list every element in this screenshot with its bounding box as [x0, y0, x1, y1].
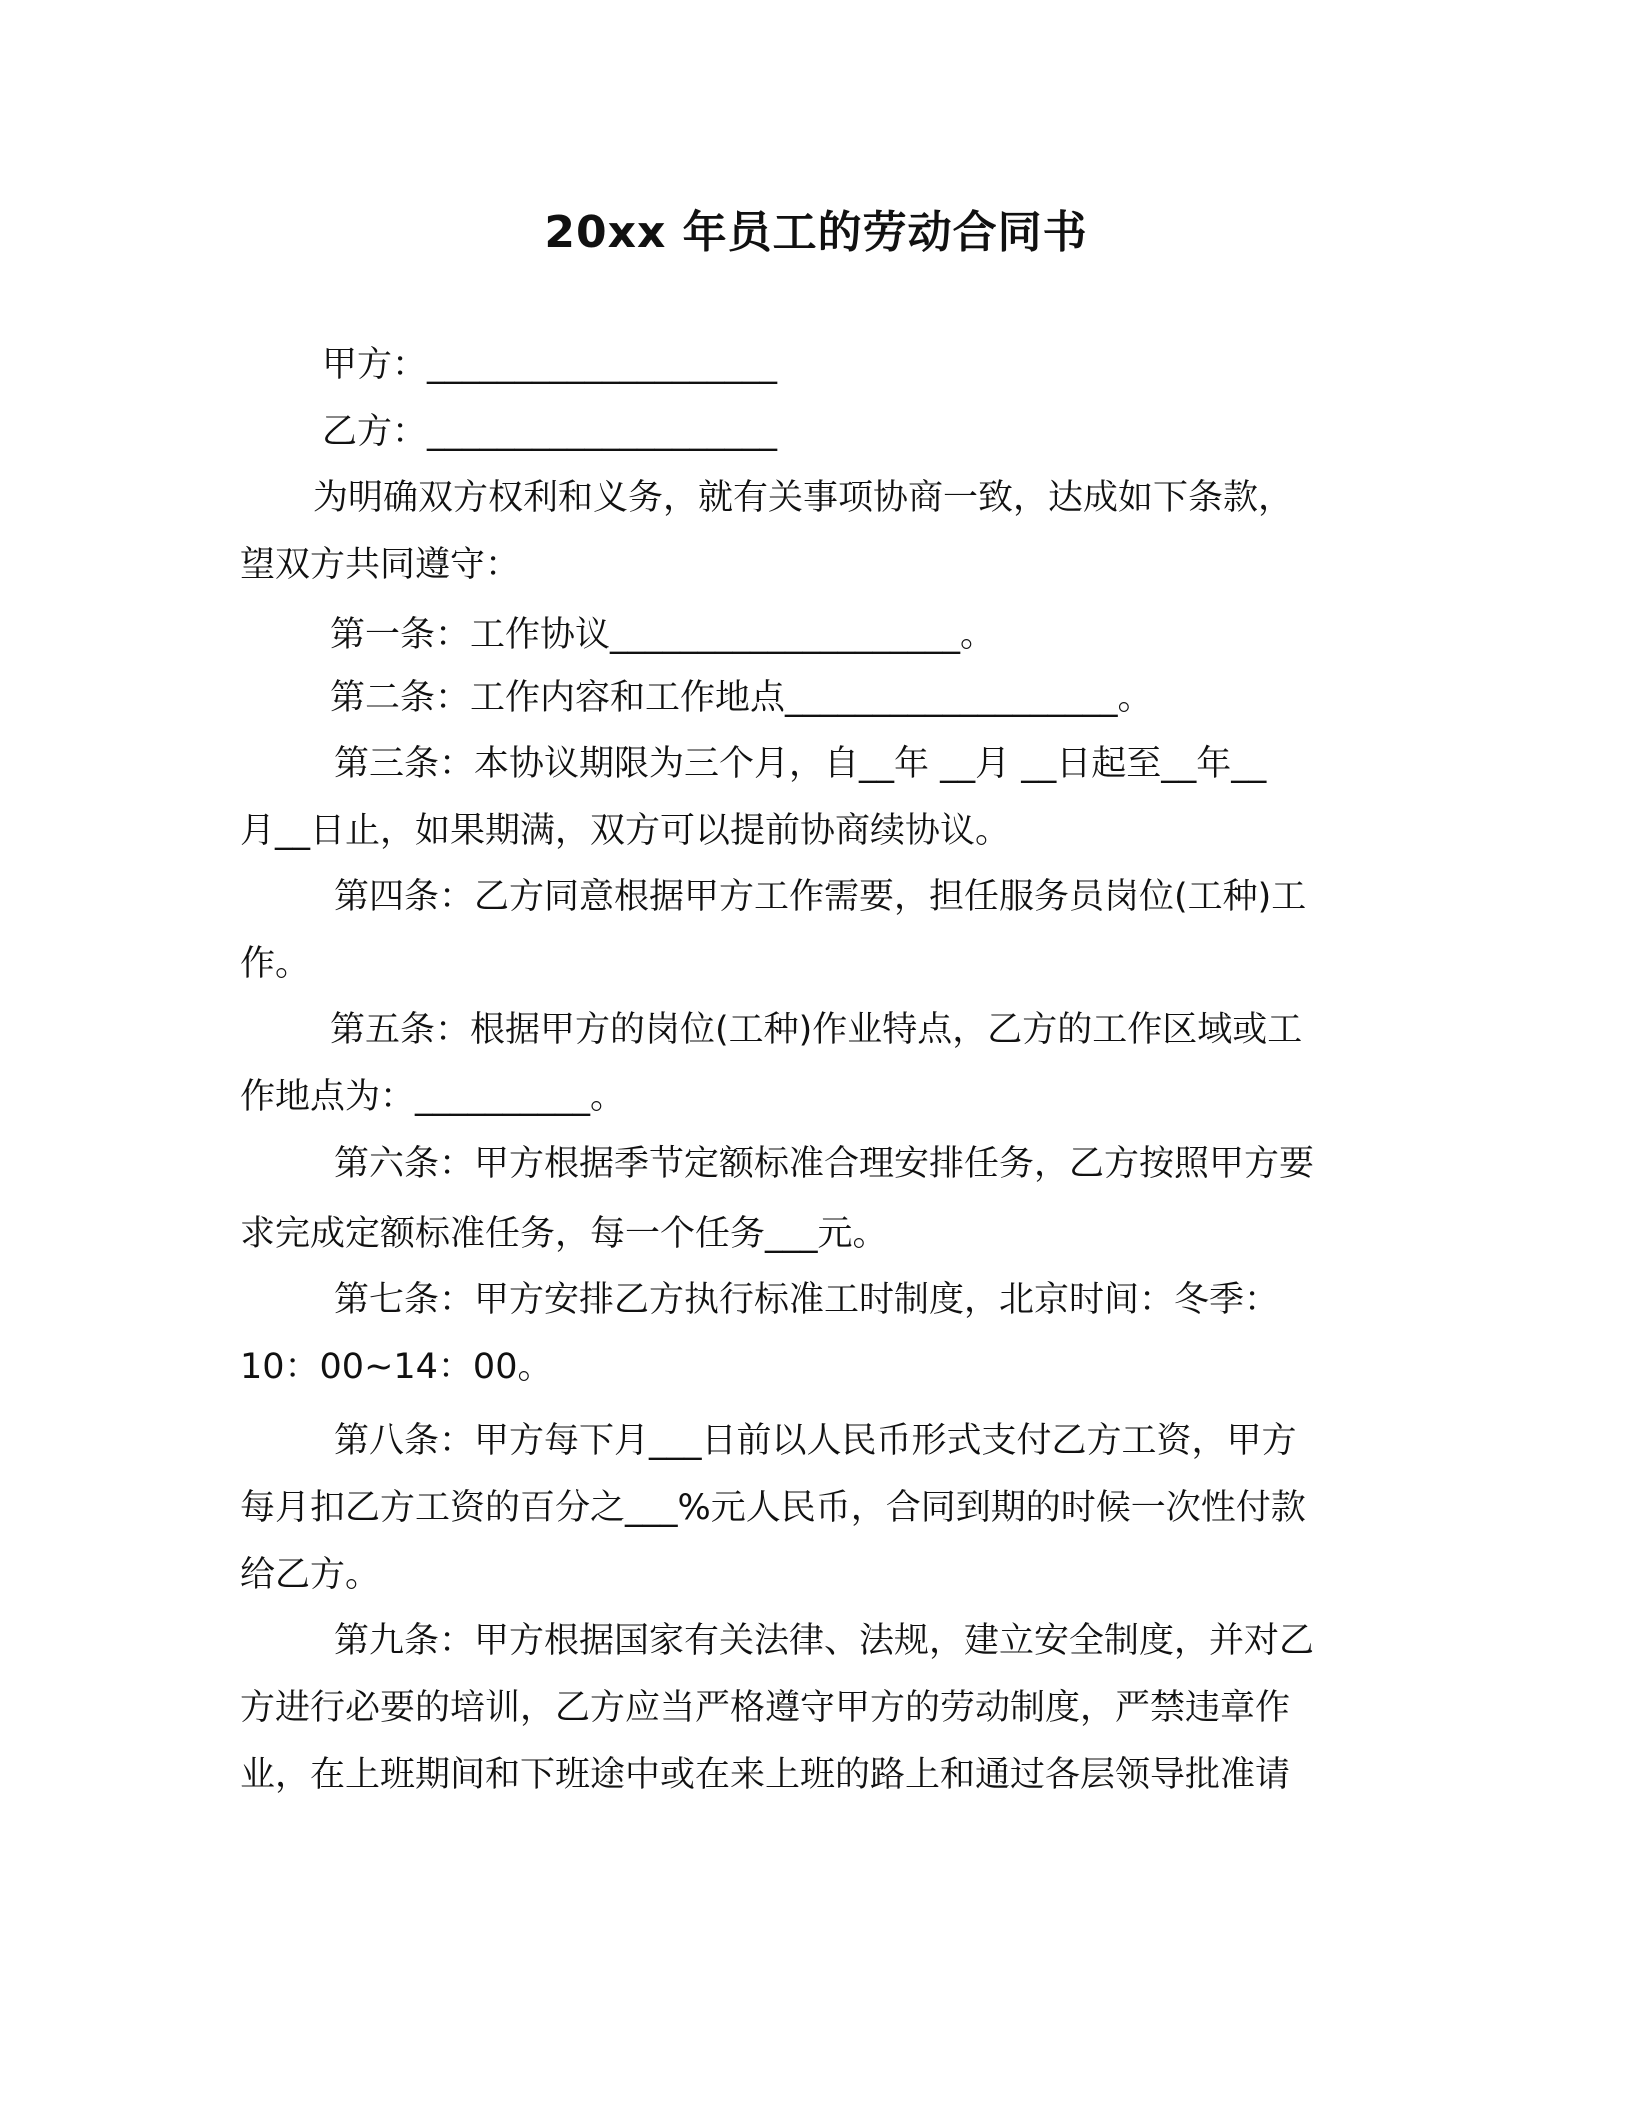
- article-4-cont: 作。: [240, 944, 311, 984]
- article-4: 第四条：乙方同意根据甲方工作需要，担任服务员岗位(工种)工: [334, 877, 1307, 917]
- party-a-line: 甲方：____________________: [322, 345, 778, 385]
- article-6-cont: 求完成定额标准任务，每一个任务___元。: [240, 1214, 888, 1254]
- article-9-cont: 业，在上班期间和下班途中或在来上班的路上和通过各层领导批准请: [240, 1755, 1291, 1795]
- article-9-cont: 方进行必要的培训，乙方应当严格遵守甲方的劳动制度，严禁违章作: [240, 1688, 1291, 1728]
- article-8-cont: 每月扣乙方工资的百分之___%元人民币，合同到期的时候一次性付款: [240, 1488, 1306, 1528]
- document-title: 20xx 年员工的劳动合同书: [544, 207, 1088, 258]
- article-8-cont: 给乙方。: [240, 1555, 381, 1595]
- article-8: 第八条：甲方每下月___日前以人民币形式支付乙方工资，甲方: [334, 1421, 1297, 1461]
- article-3: 第三条：本协议期限为三个月，自__年 __月 __日起至__年__: [334, 744, 1267, 784]
- party-b-line: 乙方：____________________: [322, 412, 778, 452]
- intro-line: 望双方共同遵守：: [240, 545, 521, 585]
- article-5-cont: 作地点为：__________。: [240, 1077, 626, 1117]
- intro-line: 为明确双方权利和义务，就有关事项协商一致，达成如下条款，: [313, 478, 1294, 518]
- article-7-cont: 10：00~14：00。: [240, 1347, 553, 1387]
- article-5: 第五条：根据甲方的岗位(工种)作业特点，乙方的工作区域或工: [330, 1010, 1303, 1050]
- article-1: 第一条：工作协议____________________。: [330, 615, 996, 655]
- article-6: 第六条：甲方根据季节定额标准合理安排任务，乙方按照甲方要: [334, 1144, 1315, 1184]
- article-9: 第九条：甲方根据国家有关法律、法规，建立安全制度，并对乙: [334, 1621, 1315, 1661]
- article-7: 第七条：甲方安排乙方执行标准工时制度，北京时间：冬季：: [334, 1280, 1280, 1320]
- article-3-cont: 月__日止，如果期满，双方可以提前协商续协议。: [240, 811, 1011, 851]
- article-2: 第二条：工作内容和工作地点___________________。: [330, 678, 1153, 718]
